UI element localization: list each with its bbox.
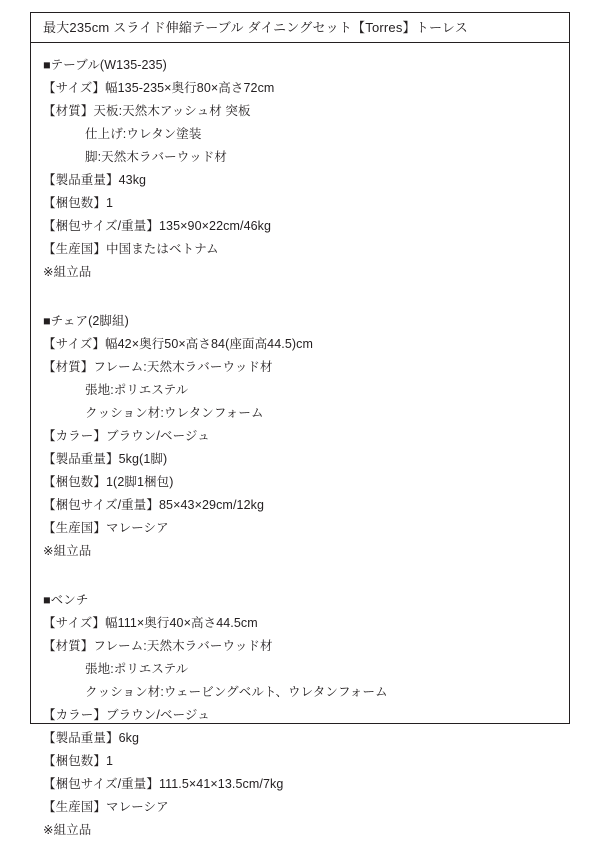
spec-line: 【製品重量】6kg — [43, 731, 140, 745]
spec-line: 【サイズ】幅42×奥行50×高さ84(座面高44.5)cm — [43, 337, 314, 351]
section-chair — [43, 310, 557, 563]
spec-line: クッション材:ウレタンフォーム — [85, 406, 264, 420]
spec-line: 【梱包数】1 — [43, 196, 114, 210]
spec-line: 【梱包数】1 — [43, 754, 114, 768]
spec-line: 【カラー】ブラウン/ベージュ — [43, 708, 210, 722]
spec-line: 【梱包数】1(2脚1梱包) — [43, 475, 174, 489]
spec-line: 【サイズ】幅135-235×奥行80×高さ72cm — [43, 81, 275, 95]
spec-line: 【梱包サイズ/重量】135×90×22cm/46kg — [43, 219, 272, 233]
section-table — [43, 54, 557, 284]
spec-line: ■チェア(2脚組) — [43, 314, 129, 328]
spec-line: ※組立品 — [43, 544, 92, 558]
spec-line: ■テーブル(W135-235) — [43, 58, 167, 72]
spec-line: 【生産国】中国またはベトナム — [43, 242, 219, 256]
spec-line: 脚:天然木ラバーウッド材 — [85, 150, 227, 164]
spec-line: クッション材:ウェービングベルト、ウレタンフォーム — [85, 685, 388, 699]
spec-line: ■ベンチ — [43, 593, 89, 607]
spec-line: 【材質】フレーム:天然木ラバーウッド材 — [43, 639, 273, 653]
spec-line: ※組立品 — [43, 265, 92, 279]
spec-line: 【生産国】マレーシア — [43, 800, 169, 814]
page-title: 最大235cm スライド伸縮テーブル ダイニングセット【Torres】トーレス — [43, 20, 468, 35]
title-bar — [31, 13, 569, 43]
spec-line: 【梱包サイズ/重量】85×43×29cm/12kg — [43, 498, 265, 512]
spec-line: 【カラー】ブラウン/ベージュ — [43, 429, 210, 443]
spec-line: 【製品重量】5kg(1脚) — [43, 452, 168, 466]
spec-line: 【製品重量】43kg — [43, 173, 147, 187]
spec-line: 【材質】天板:天然木アッシュ材 突板 — [43, 104, 251, 118]
spec-line: 張地:ポリエステル — [85, 383, 189, 397]
spec-line: 【材質】フレーム:天然木ラバーウッド材 — [43, 360, 273, 374]
spec-content — [31, 44, 569, 837]
section-bench — [43, 589, 557, 842]
spec-line: 【生産国】マレーシア — [43, 521, 169, 535]
spec-line: 【梱包サイズ/重量】111.5×41×13.5cm/7kg — [43, 777, 284, 791]
spec-line: ※組立品 — [43, 823, 92, 837]
spec-line: 張地:ポリエステル — [85, 662, 189, 676]
spec-line: 【サイズ】幅111×奥行40×高さ44.5cm — [43, 616, 258, 630]
spec-line: 仕上げ:ウレタン塗装 — [85, 127, 202, 141]
